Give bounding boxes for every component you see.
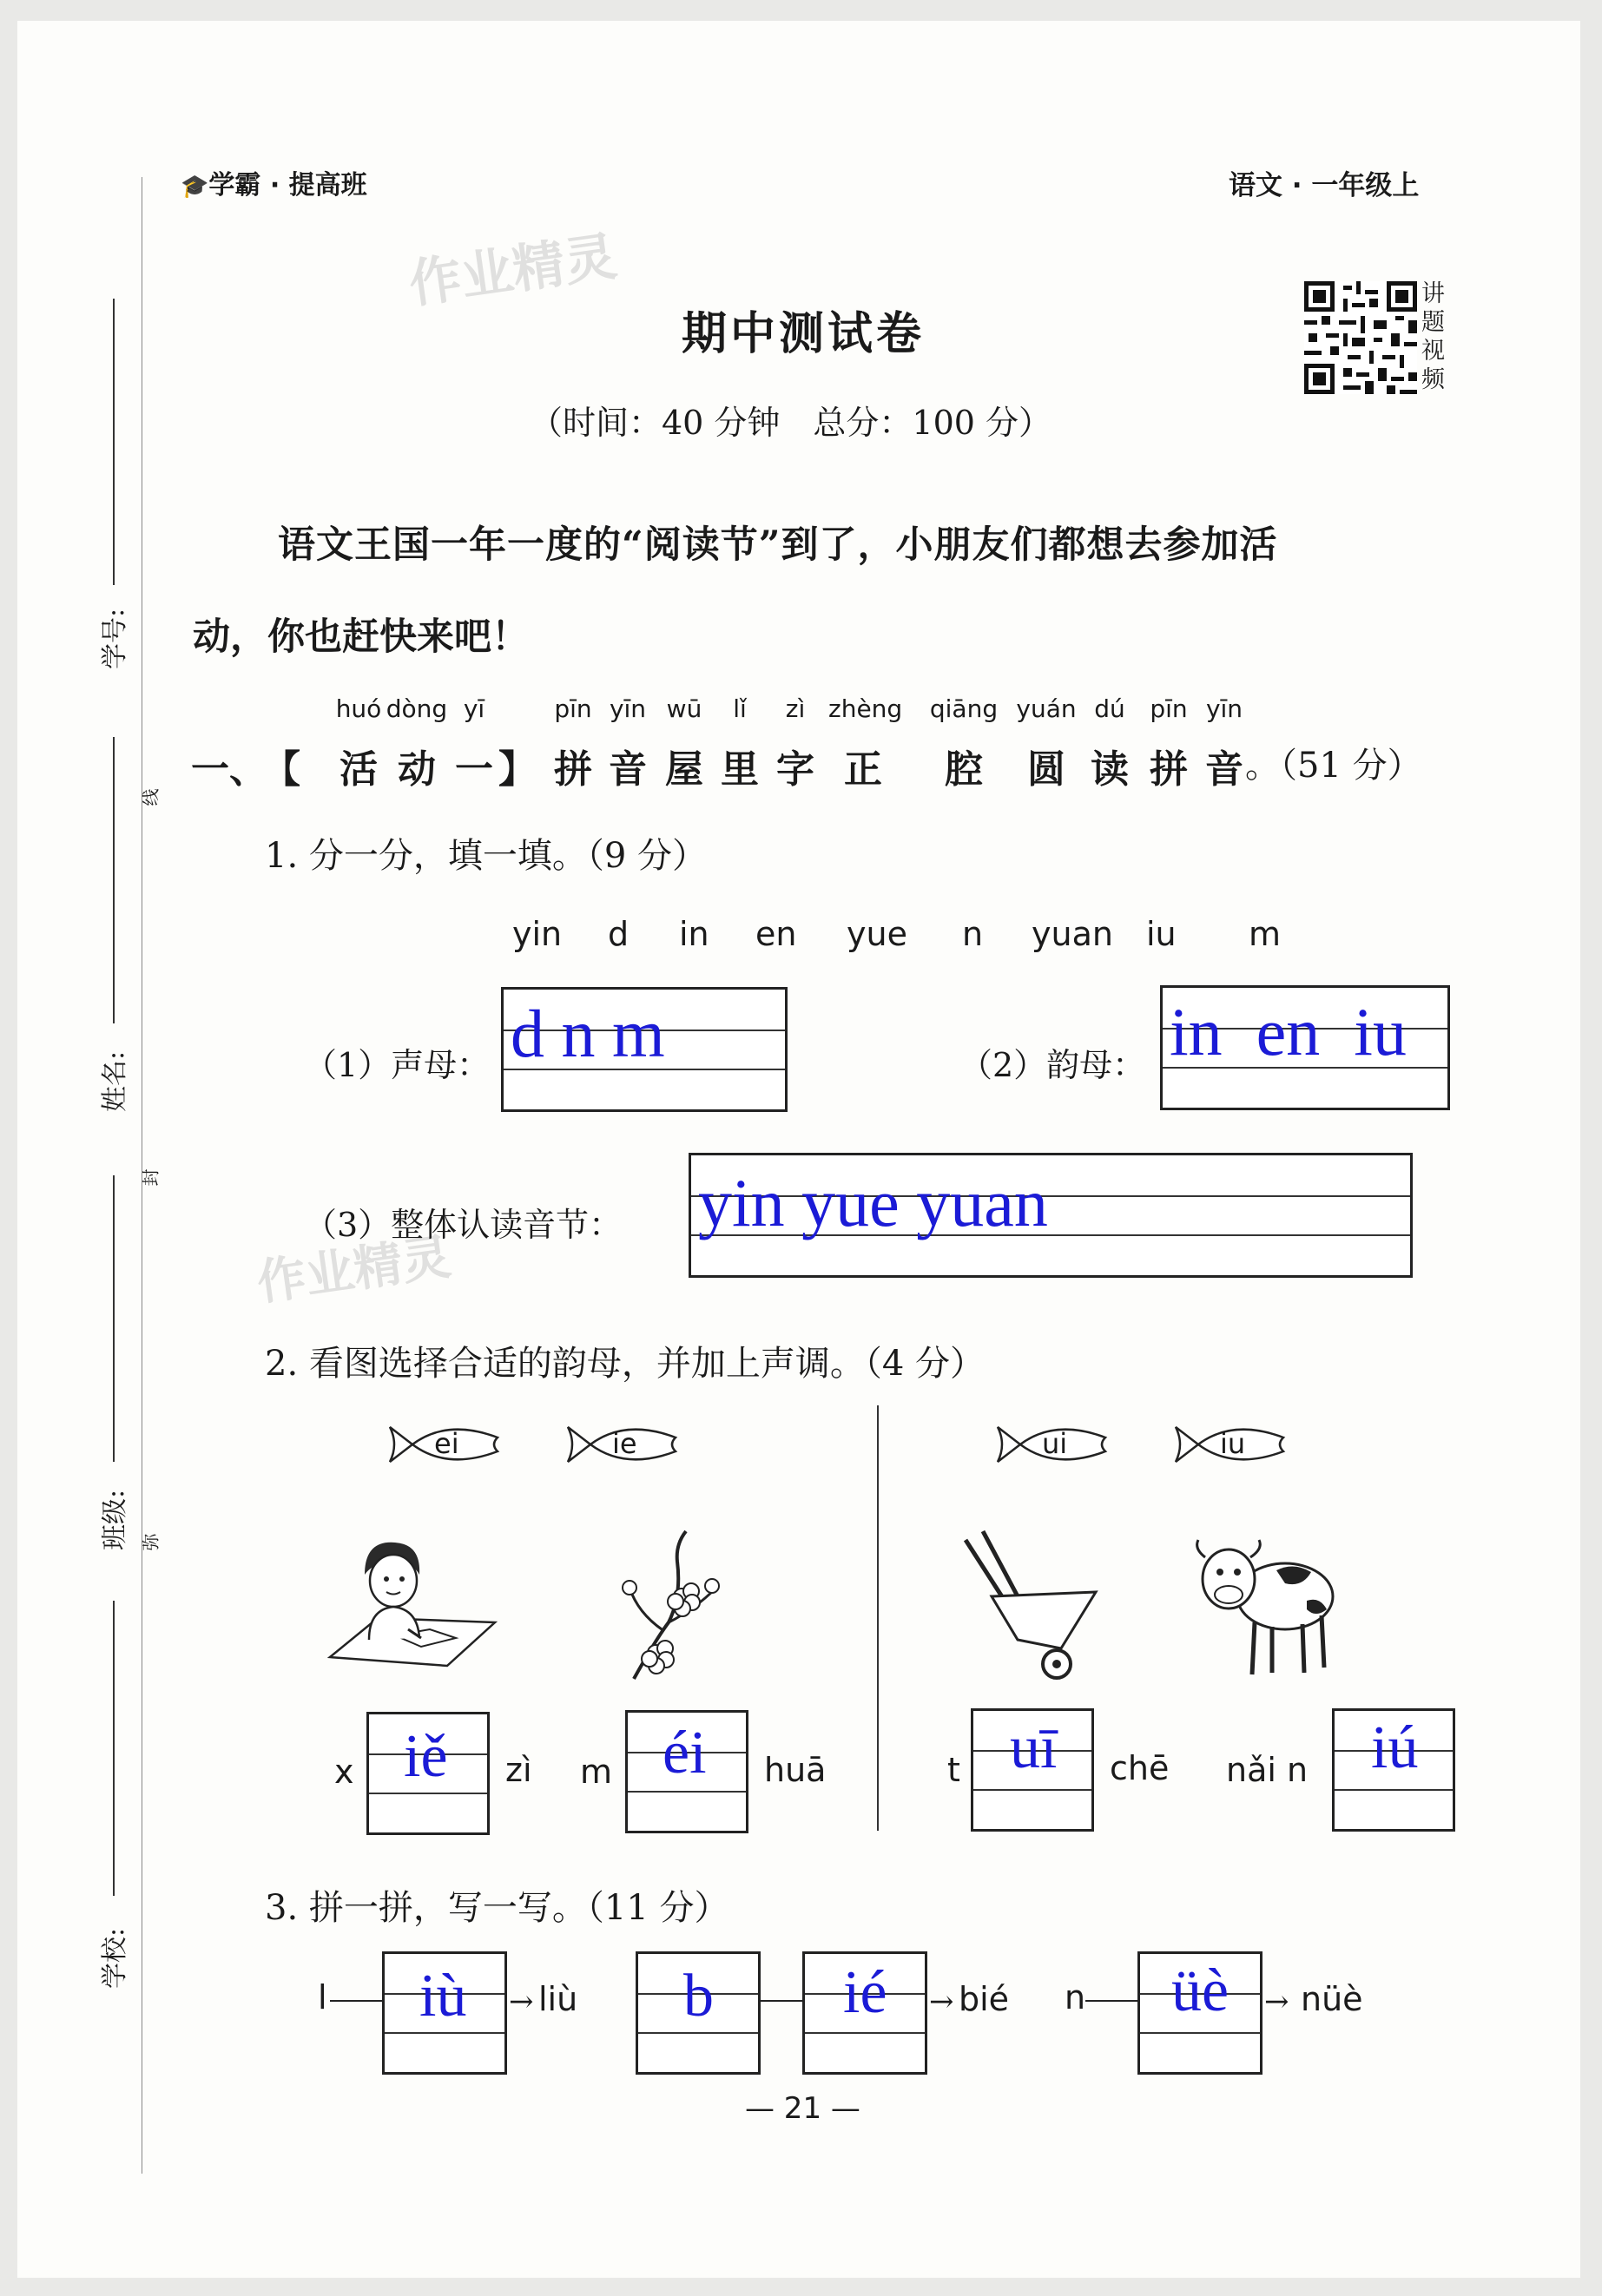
- brand-logo: 🎓学霸 · 提高班: [181, 170, 367, 201]
- q2-item-2-box[interactable]: [625, 1710, 748, 1833]
- q2-item-4-before: nǎi n: [1226, 1751, 1309, 1789]
- q1-initials-answer: d n m: [511, 996, 665, 1071]
- heading-pinyin: yuán: [1016, 694, 1077, 723]
- arrow-icon: →: [509, 1984, 534, 2019]
- q2-item-1-box[interactable]: [366, 1712, 490, 1835]
- heading-char: 屋: [665, 747, 703, 792]
- arrow-icon: →: [929, 1984, 954, 2019]
- q2-item-2-after: huā: [764, 1751, 827, 1789]
- q3-b-box-2[interactable]: [802, 1951, 927, 2075]
- heading-pinyin: dòng: [386, 694, 448, 723]
- question-title: 1. 分一分，填一填。（9 分）: [265, 836, 708, 876]
- heading-char: 里: [721, 747, 759, 792]
- q2-item-1-answer: iě: [404, 1723, 448, 1790]
- heading-pinyin: zì: [785, 694, 806, 723]
- plum-blossom-illustration: [616, 1527, 738, 1683]
- watermark: 作业精灵: [254, 1228, 455, 1312]
- q2-item-3-answer: uī: [1010, 1714, 1058, 1781]
- fish-label: ei: [434, 1427, 459, 1460]
- heading-pinyin: pīn: [1150, 694, 1188, 723]
- question-title: 2. 看图选择合适的韵母，并加上声调。（4 分）: [265, 1344, 986, 1384]
- q1-initials-label: （1）声母：: [304, 1046, 491, 1084]
- binding-mark: 线: [140, 788, 162, 806]
- field-line-class: [113, 1175, 115, 1462]
- field-label-name: 姓名:: [100, 1050, 131, 1113]
- qr-caption-char: 视: [1421, 338, 1445, 365]
- heading-char: 音: [609, 747, 647, 792]
- heading-pinyin: pīn: [554, 694, 592, 723]
- q3-a-answer: iù: [419, 1963, 467, 2030]
- heading-char: 字: [776, 747, 814, 792]
- q3-c-result: nüè: [1301, 1980, 1363, 2018]
- q3-c-start: n: [1065, 1978, 1086, 2016]
- q2-item-4-answer: iú: [1371, 1714, 1419, 1781]
- exam-info: （时间：40 分钟 总分：100 分）: [530, 404, 1052, 442]
- connector-line: [1085, 2000, 1139, 2002]
- page-title: 期中测试卷: [682, 307, 926, 360]
- heading-pinyin: qiāng: [929, 694, 999, 723]
- fish-tag-ei[interactable]: [386, 1418, 504, 1470]
- qr-caption-char: 讲: [1421, 280, 1445, 307]
- heading-char: 腔: [945, 747, 983, 792]
- heading-pinyin: zhèng: [828, 694, 903, 723]
- field-line-name: [113, 737, 115, 1023]
- syllable-item: m: [1249, 915, 1282, 953]
- section-bracket: 】: [498, 747, 537, 792]
- field-label-student-id: 学号:: [100, 608, 131, 670]
- q2-item-1-before: x: [334, 1753, 354, 1791]
- binding-mark: 弥: [140, 1533, 162, 1551]
- q3-b-box-1[interactable]: [636, 1951, 761, 2075]
- connector-line: [761, 2000, 802, 2002]
- binding-mark: 封: [140, 1168, 162, 1187]
- page-number: — 21 —: [745, 2091, 860, 2126]
- qr-code[interactable]: [1304, 281, 1417, 394]
- q1-finals-box[interactable]: [1160, 985, 1450, 1110]
- heading-pinyin: yīn: [609, 694, 647, 723]
- qr-caption-char: 频: [1421, 366, 1445, 393]
- heading-char: 活: [340, 747, 378, 792]
- heading-pinyin: yīn: [1205, 694, 1243, 723]
- q2-item-2-answer: éi: [663, 1720, 707, 1786]
- field-line-school: [113, 1601, 115, 1896]
- boy-writing-illustration: [326, 1527, 499, 1692]
- q3-a-result: liù: [538, 1980, 578, 2018]
- q3-a-box[interactable]: [382, 1951, 507, 2075]
- q2-item-1-after: zì: [505, 1751, 532, 1789]
- fish-tag-iu[interactable]: [1172, 1418, 1289, 1470]
- q3-b-answer-2: ié: [843, 1959, 887, 2026]
- q2-item-3-before: t: [947, 1751, 960, 1789]
- syllable-item: yin: [512, 915, 563, 953]
- q1-whole-syllables-label: （3）整体认读音节：: [304, 1206, 623, 1244]
- heading-char: 正: [844, 747, 882, 792]
- section-number: 一、: [191, 747, 267, 792]
- fish-label: ie: [612, 1427, 637, 1460]
- q3-b-answer-1: b: [683, 1963, 714, 2030]
- q2-item-3-box[interactable]: [971, 1708, 1094, 1832]
- q1-whole-syllables-box[interactable]: [689, 1153, 1413, 1278]
- q1-initials-box[interactable]: [501, 987, 788, 1112]
- heading-pinyin: huó: [335, 694, 382, 723]
- q2-item-2-before: m: [580, 1753, 613, 1791]
- fish-label: ui: [1042, 1427, 1068, 1460]
- subject-label: 语文 · 一年级上: [1229, 170, 1420, 201]
- heading-char: 一: [455, 747, 493, 792]
- syllable-item: d: [608, 915, 630, 953]
- q3-b-result: bié: [959, 1980, 1010, 2018]
- syllable-item: en: [755, 915, 797, 953]
- field-line-student-id: [113, 299, 115, 585]
- heading-char: 音: [1205, 747, 1243, 792]
- fish-tag-ui[interactable]: [994, 1418, 1111, 1470]
- q2-item-4-box[interactable]: [1332, 1708, 1455, 1832]
- question-title: 3. 拼一拼，写一写。（11 分）: [265, 1888, 729, 1928]
- q1-finals-label: （2）韵母：: [959, 1046, 1146, 1084]
- fish-label: iu: [1220, 1427, 1246, 1460]
- heading-pinyin: wū: [666, 694, 702, 723]
- qr-caption-char: 题: [1421, 309, 1445, 336]
- section-score: 。（51 分）: [1245, 746, 1422, 786]
- syllable-item: yue: [847, 915, 907, 953]
- arrow-icon: →: [1264, 1984, 1289, 2019]
- field-label-school: 学校:: [100, 1927, 131, 1990]
- q1-finals-answer: in en iu: [1170, 994, 1407, 1069]
- q2-divider: [877, 1405, 879, 1831]
- q2-item-3-after: chē: [1110, 1749, 1170, 1787]
- worksheet-page: [17, 21, 1580, 2278]
- q3-c-box[interactable]: [1137, 1951, 1262, 2075]
- heading-pinyin: yī: [463, 694, 485, 723]
- heading-char: 读: [1091, 747, 1129, 792]
- syllable-item: iu: [1146, 915, 1177, 953]
- connector-line: [330, 2000, 384, 2002]
- fish-tag-ie[interactable]: [564, 1418, 682, 1470]
- heading-char: 动: [398, 747, 436, 792]
- heading-char: 拼: [1150, 747, 1188, 792]
- mortarboard-icon: 🎓: [181, 174, 209, 200]
- q1-whole-syllables-answer: yin yue yuan: [698, 1165, 1048, 1240]
- syllable-item: in: [679, 915, 709, 953]
- field-label-class: 班级:: [100, 1489, 131, 1551]
- heading-pinyin: dú: [1094, 694, 1125, 723]
- intro-text: 语文王国一年一度的“阅读节”到了，小朋友们都想去参加活: [278, 523, 1278, 567]
- cart-illustration: [957, 1527, 1104, 1683]
- intro-text: 动，你也赶快来吧！: [193, 615, 529, 659]
- cow-illustration: [1190, 1518, 1346, 1683]
- heading-char: 拼: [554, 747, 592, 792]
- syllable-item: n: [962, 915, 984, 953]
- q3-c-answer: üè: [1171, 1957, 1230, 2024]
- qr-caption: [1421, 280, 1449, 394]
- heading-char: 圆: [1027, 747, 1065, 792]
- syllable-item: yuan: [1032, 915, 1113, 953]
- heading-pinyin: lǐ: [733, 694, 747, 723]
- q3-a-start: l: [318, 1978, 327, 2016]
- section-bracket: 【: [262, 747, 300, 792]
- watermark: 作业精灵: [405, 226, 621, 316]
